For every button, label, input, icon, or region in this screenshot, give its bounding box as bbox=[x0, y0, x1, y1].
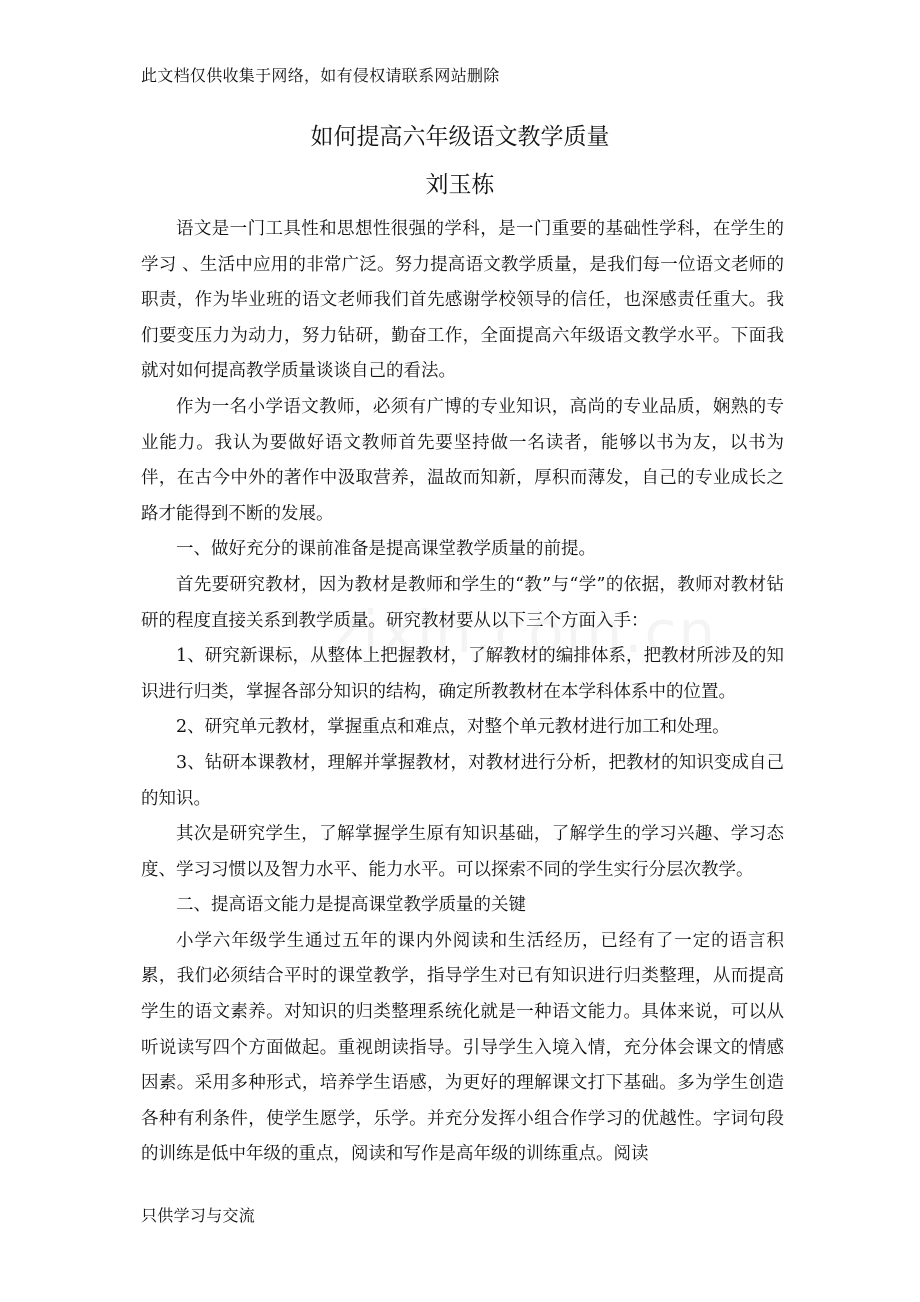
paragraph: 作为一名小学语文教师，必须有广博的专业知识，高尚的专业品质，娴熟的专业能力。我认为要做好语文教师首先要坚持做一名读者，能够以书为友，以书为伴，在古今中外的著作中汲取营养，温故而知新，厚积而薄发，自己的专业成长之路才能得到不断的发展。 bbox=[141, 396, 784, 524]
header-note: 此文档仅供收集于网络，如有侵权请联系网站删除 bbox=[141, 66, 500, 85]
list-item: 3、钻研本课教材，理解并掌握教材，对教材进行分析，把教材的知识变成自己的知识。 bbox=[141, 752, 784, 809]
footer-note: 只供学习与交流 bbox=[141, 1206, 256, 1225]
paragraph: 小学六年级学生通过五年的课内外阅读和生活经历，已经有了一定的语言积累，我们必须结合平时的课堂教学，指导学生对已有知识进行归类整理，从而提高学生的语文素养。对知识的归类整理系统化就是一种语文能力。具体来说，可以从听说读写四个方面做起。重视朗读指导。引导学生入境入情，充分体会课文的情感因素。采用多种形式，培养学生语感，为更好的理解课文打下基础。多为学生创造各种有利条件，使学生愿学，乐学。并充分发挥小组合作学习的优越性。字词句段的训练是低中年级的重点，阅读和写作是高年级的训练重点。阅读 bbox=[141, 930, 784, 1165]
document-author: 刘玉栋 bbox=[425, 172, 495, 198]
section-heading: 一、做好充分的课前准备是提高课堂教学质量的前提。 bbox=[176, 539, 596, 560]
section-heading: 二、提高语文能力是提高课堂教学质量的关键 bbox=[176, 895, 526, 916]
list-item: 2、研究单元教材，掌握重点和难点，对整个单元教材进行加工和处理。 bbox=[176, 717, 730, 738]
paragraph: 语文是一门工具性和思想性很强的学科，是一门重要的基础性学科，在学生的学习 、生活中应用的非常广泛。努力提高语文教学质量，是我们每一位语文老师的职责，作为毕业班的语文老师我们首先感谢学校领导的信任，也深感责任重大。我们要变压力为动力，努力钻研，勤奋工作，全面提高六年级语文教学水平。下面我就对如何提高教学质量谈谈自己的看法。 bbox=[141, 219, 784, 382]
paragraph: 其次是研究学生，了解掌握学生原有知识基础，了解学生的学习兴趣、学习态度、学习习惯以及智力水平、能力水平。可以探索不同的学生实行分层次教学。 bbox=[141, 824, 784, 880]
document-body bbox=[141, 212, 784, 1173]
list-item: 1、研究新课标，从整体上把握教材，了解教材的编排体系，把教材所涉及的知识进行归类，掌握各部分知识的结构，确定所教教材在本学科体系中的位置。 bbox=[141, 646, 784, 702]
document-title: 如何提高六年级语文教学质量 bbox=[310, 124, 610, 150]
paragraph: 首先要研究教材，因为教材是教师和学生的“教”与“学”的依据，教师对教材钻研的程度直接关系到教学质量。研究教材要从以下三个方面入手： bbox=[141, 574, 784, 631]
